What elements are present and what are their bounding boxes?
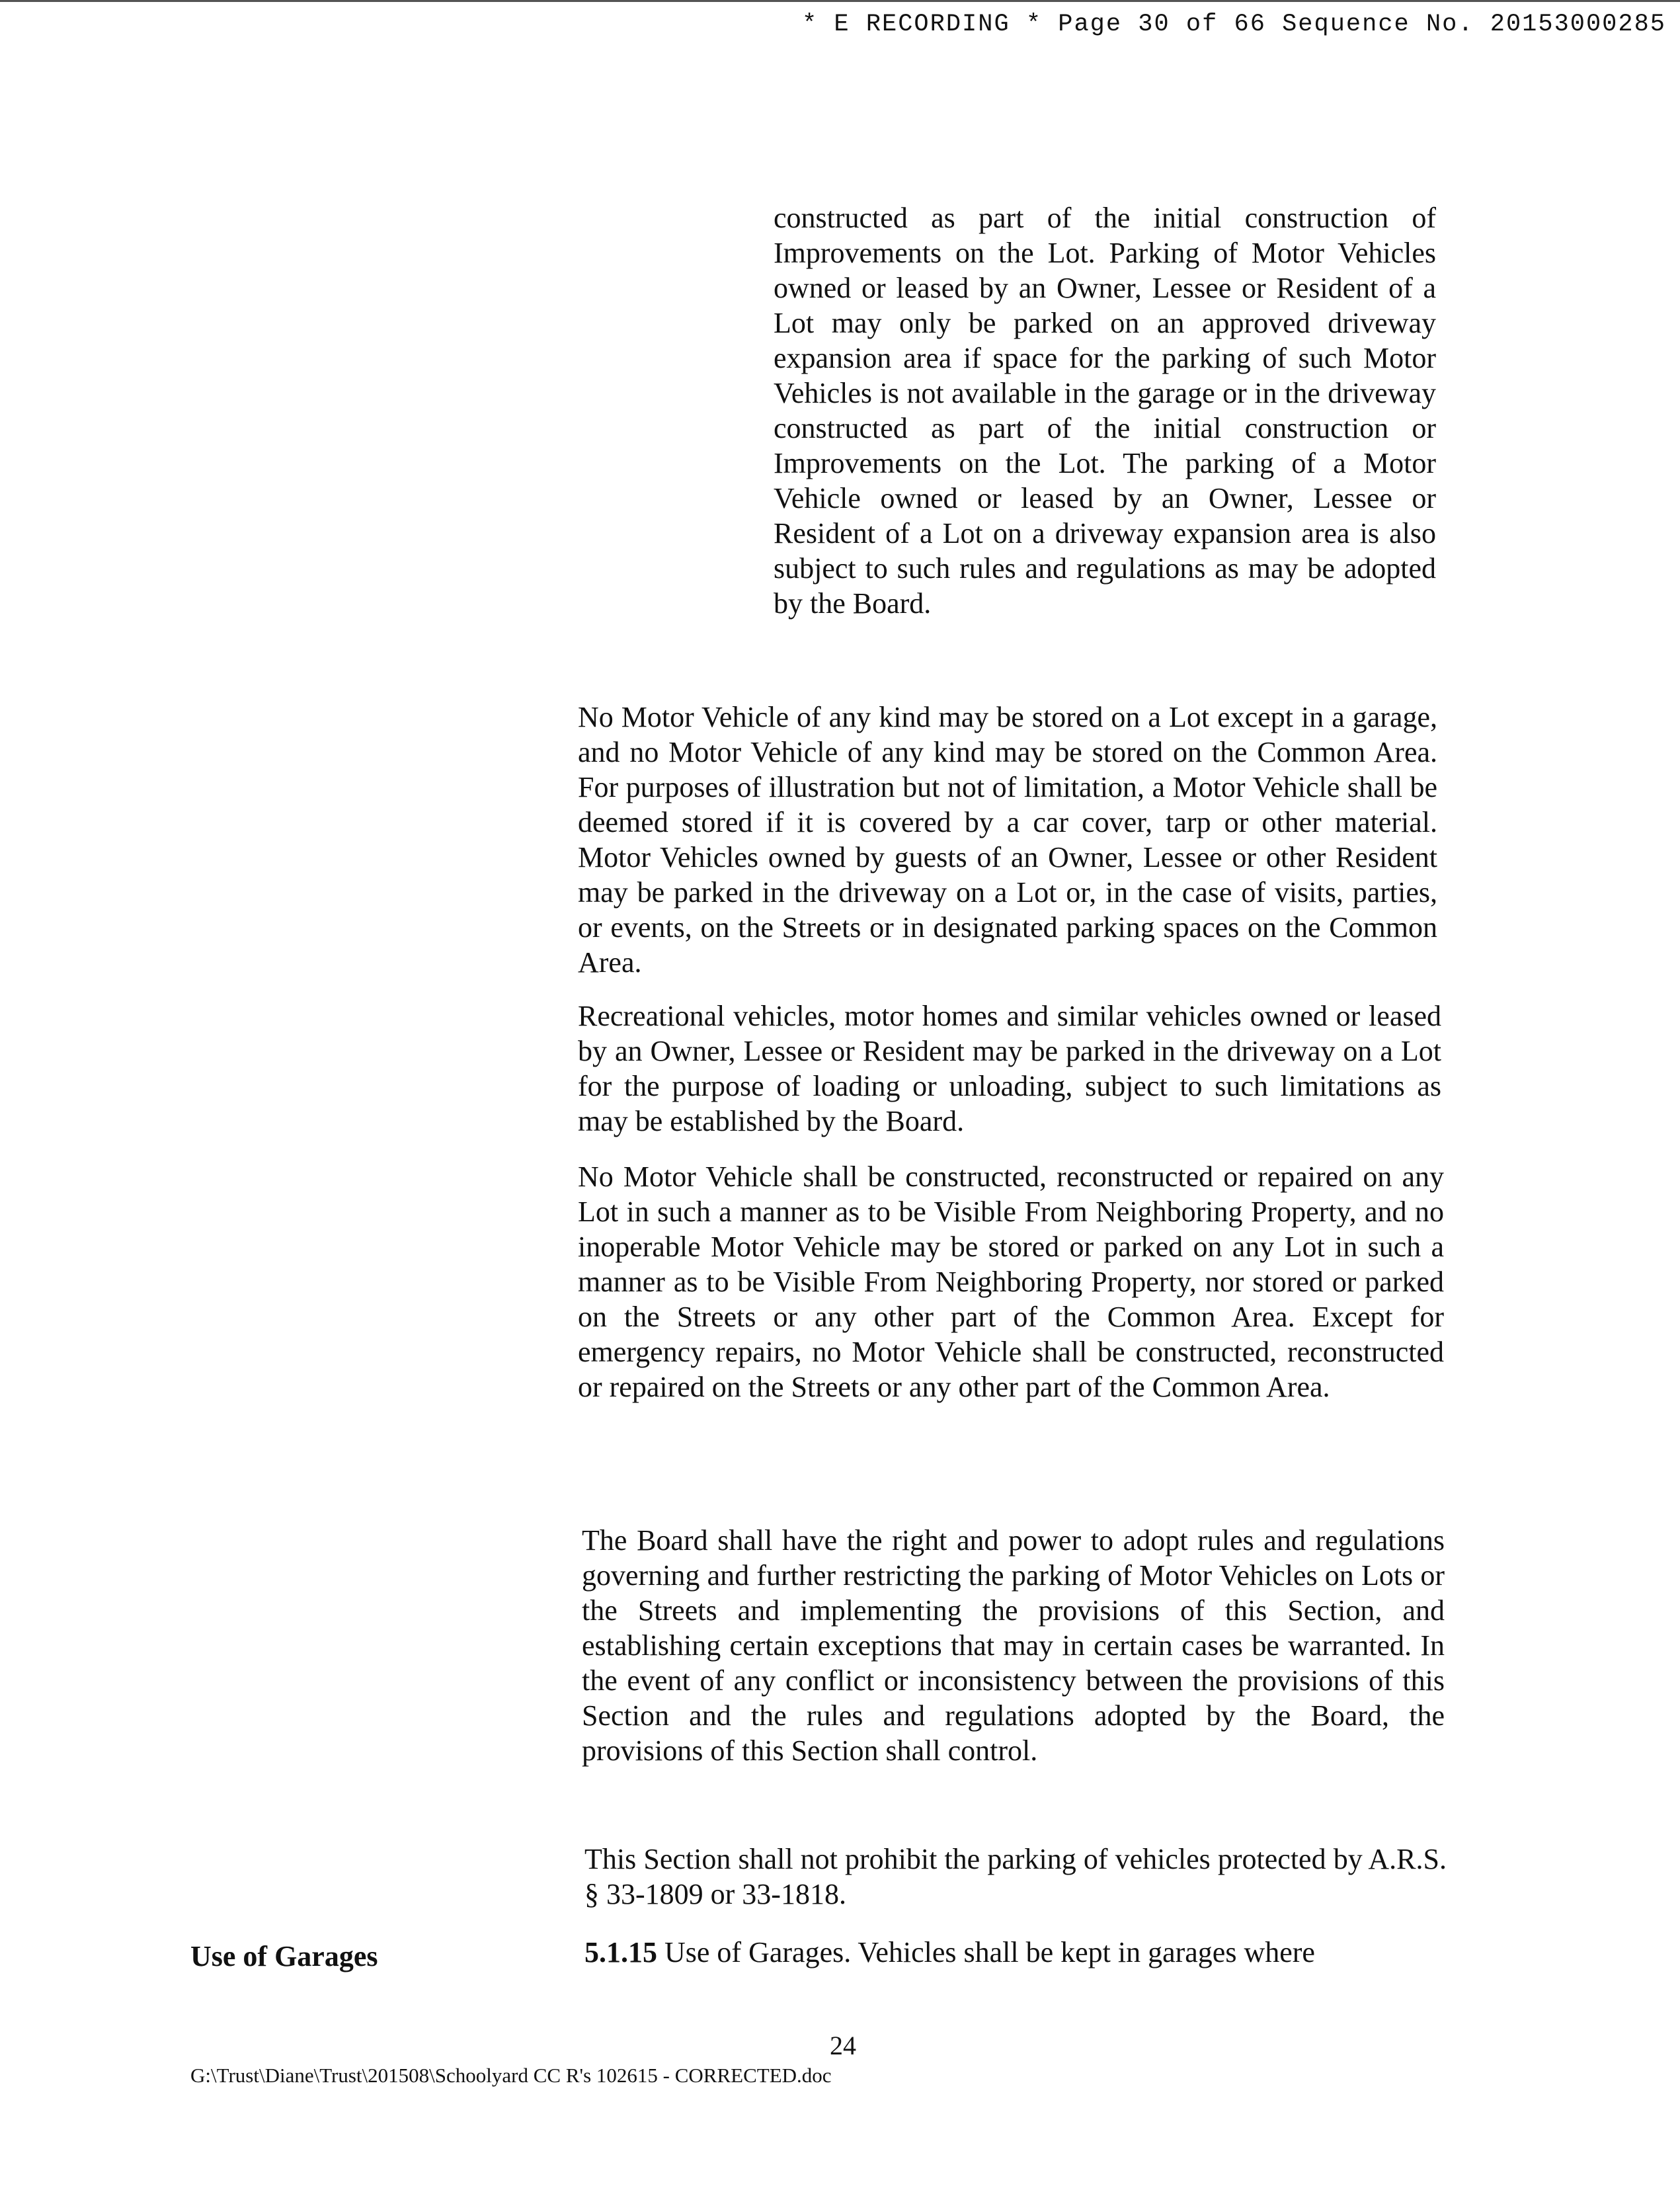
paragraph-recreational-vehicles: Recreational vehicles, motor homes and similar vehicles owned or leased by an Owner, Lessee or Resident may be parked in the driveway on a Lot for the purpose of loading or unloading, subject to such limitations as may be established by the Board. [578,1000,1441,1137]
section-5-1-15 [584,1935,1447,1970]
page-number: 24 [830,2031,856,2060]
paragraph-vehicle-storage: No Motor Vehicle of any kind may be stored on a Lot except in a garage, and no Motor Vehicle of any kind may be stored on the Common Area. For purposes of illustration but not of limitation, a Motor Vehicle shall be deemed stored if it is covered by a car cover, tarp or other material. Motor Vehicles owned by guests of an Owner, Lessee or other Resident may be parked in the driveway on a Lot or, in the case of visits, parties, or events, on the Streets or in designated parking spaces on the Common Area. [578,701,1437,979]
footer-file-path: G:\Trust\Diane\Trust\201508\Schoolyard CC R's 102615 - CORRECTED.doc [190,2064,832,2087]
indented-paragraph: constructed as part of the initial construction of Improvements on the Lot. Parking of Motor Vehicles owned or leased by an Owner, Lessee or Resident of a Lot may only be parked on an approved driveway expansion area if space for the parking of such Motor Vehicles is not available in the garage or in the driveway constructed as part of the initial construction or Improvements on the Lot. The parking of a Motor Vehicle owned or leased by an Owner, Lessee or Resident of a Lot on a driveway expansion area is also subject to such rules and regulations as may be adopted by the Board. [774,202,1436,620]
paragraph-ars-exception: This Section shall not prohibit the parking of vehicles protected by A.R.S. § 33-1809 or 33-1818. [584,1843,1447,1910]
section-number: 5.1.15 [584,1936,657,1968]
paragraph-vehicle-repair: No Motor Vehicle shall be constructed, reconstructed or repaired on any Lot in such a manner as to be Visible From Neighboring Property, and no inoperable Motor Vehicle may be stored or parked on any Lot in such a manner as to be Visible From Neighboring Property, nor stored or parked on the Streets or any other part of the Common Area. Except for emergency repairs, no Motor Vehicle shall be constructed, reconstructed or repaired on the Streets or any other part of the Common Area. [578,1160,1444,1403]
section-text: Use of Garages. Vehicles shall be kept in garages where [664,1936,1315,1968]
side-heading-use-of-garages: Use of Garages [190,1940,378,1972]
recording-stamp: * E RECORDING * Page 30 of 66 Sequence No. 20153000285 [802,11,1666,38]
scan-top-edge [0,0,1680,2]
paragraph-board-rules: The Board shall have the right and power to adopt rules and regulations governing and further restricting the parking of Motor Vehicles on Lots or the Streets and implementing the provisions of this Section, and establishing certain exceptions that may in certain cases be warranted. In the event of any conflict or inconsistency between the provisions of this Section and the rules and regulations adopted by the Board, the provisions of this Section shall control. [582,1524,1445,1767]
